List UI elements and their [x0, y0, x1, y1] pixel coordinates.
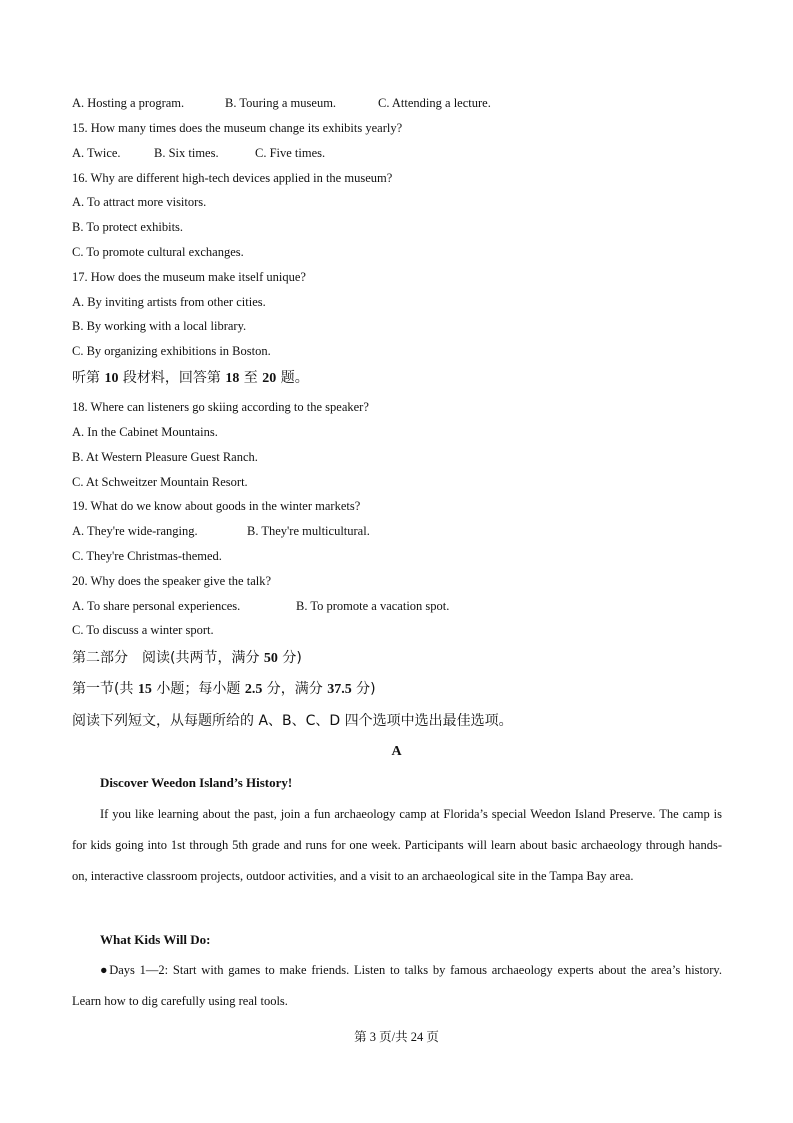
section-1-text-total: 分，满分 [262, 681, 328, 697]
part-2-heading [72, 649, 302, 668]
q14-options [72, 95, 491, 111]
section-1-each-score: 2.5 [244, 682, 263, 697]
q14-option-c: C. Attending a lecture. [378, 96, 491, 110]
section-10-end-num: 20 [262, 371, 277, 386]
q14-option-b: B. Touring a museum. [225, 96, 337, 110]
section-10-text-pre: 听第 [72, 370, 105, 386]
section-1-text-post: 分) [351, 681, 376, 697]
q17-option-b: B. By working with a local library. [72, 319, 247, 333]
part-2-score: 50 [263, 651, 278, 666]
passage-bullet-1: ●Days 1—2: Start with games to make friends. Listen to talks by famous archaeology experts about the area’s history. Learn how to dig carefully using real tools. [72, 963, 722, 1008]
section-1-total-score: 37.5 [327, 682, 352, 697]
q15-option-c: C. Five times. [255, 146, 326, 160]
q15-stem: 15. How many times does the museum change its exhibits yearly? [72, 121, 403, 135]
section-1-text-pre: 第一节(共 [72, 681, 138, 697]
q15-option-b: B. Six times. [154, 146, 219, 160]
q18-option-c: C. At Schweitzer Mountain Resort. [72, 475, 248, 489]
section-1-count: 15 [137, 682, 152, 697]
q19-option-a: A. They're wide-ranging. [72, 524, 198, 538]
q15-option-a: A. Twice. [72, 146, 121, 160]
section-10-text-post: 题。 [276, 370, 309, 386]
q16-stem: 16. Why are different high-tech devices applied in the museum? [72, 171, 393, 185]
page-number-footer: 第 3 页/共 24 页 [354, 1030, 439, 1044]
section-10-heading [72, 369, 309, 388]
section-1-heading [72, 680, 376, 699]
q16-option-b: B. To protect exhibits. [72, 220, 184, 234]
q20-option-a: A. To share personal experiences. [72, 599, 241, 613]
passage-letter: A [391, 744, 402, 759]
q15-options [72, 145, 325, 161]
part-2-text-pre: 第二部分 阅读(共两节，满分 [72, 650, 264, 666]
passage-subheading: What Kids Will Do: [100, 932, 211, 947]
section-10-num: 10 [104, 371, 119, 386]
q18-option-a: A. In the Cabinet Mountains. [72, 425, 218, 439]
q20-options-ab [72, 598, 449, 614]
q17-stem: 17. How does the museum make itself unique? [72, 270, 306, 284]
q17-option-c: C. By organizing exhibitions in Boston. [72, 344, 271, 358]
passage-paragraph-1: If you like learning about the past, join a fun archaeology camp at Florida’s special Weedon Island Preserve. The camp is for kids going into 1st through 5th grade and runs for one week. Participants will learn about basic archaeology through hands-on, interactive classroom projects, outdoor activities, and a visit to an archaeological site in the Tampa Bay area. [72, 807, 722, 883]
reading-instruction: 阅读下列短文，从每题所给的 A、B、C、D 四个选项中选出最佳选项。 [72, 713, 513, 729]
q18-option-b: B. At Western Pleasure Guest Ranch. [72, 450, 258, 464]
q19-options-ab [72, 523, 370, 539]
q19-stem: 19. What do we know about goods in the winter markets? [72, 499, 361, 513]
q18-stem: 18. Where can listeners go skiing according to the speaker? [72, 400, 369, 414]
q20-stem: 20. Why does the speaker give the talk? [72, 574, 272, 588]
section-10-start-num: 18 [225, 371, 240, 386]
q16-option-a: A. To attract more visitors. [72, 195, 207, 209]
passage-title: Discover Weedon Island’s History! [100, 775, 293, 790]
q20-option-c: C. To discuss a winter sport. [72, 623, 214, 637]
q20-option-b: B. To promote a vacation spot. [296, 599, 450, 613]
q19-option-b: B. They're multicultural. [247, 524, 370, 538]
section-10-text-to: 至 [239, 370, 263, 386]
q16-option-c: C. To promote cultural exchanges. [72, 245, 244, 259]
part-2-text-post: 分) [277, 650, 302, 666]
q17-option-a: A. By inviting artists from other cities. [72, 295, 266, 309]
section-10-text-mid: 段材料，回答第 [118, 370, 226, 386]
q14-option-a: A. Hosting a program. [72, 96, 185, 110]
q19-option-c: C. They're Christmas-themed. [72, 549, 222, 563]
section-1-text-mid: 小题；每小题 [151, 681, 245, 697]
